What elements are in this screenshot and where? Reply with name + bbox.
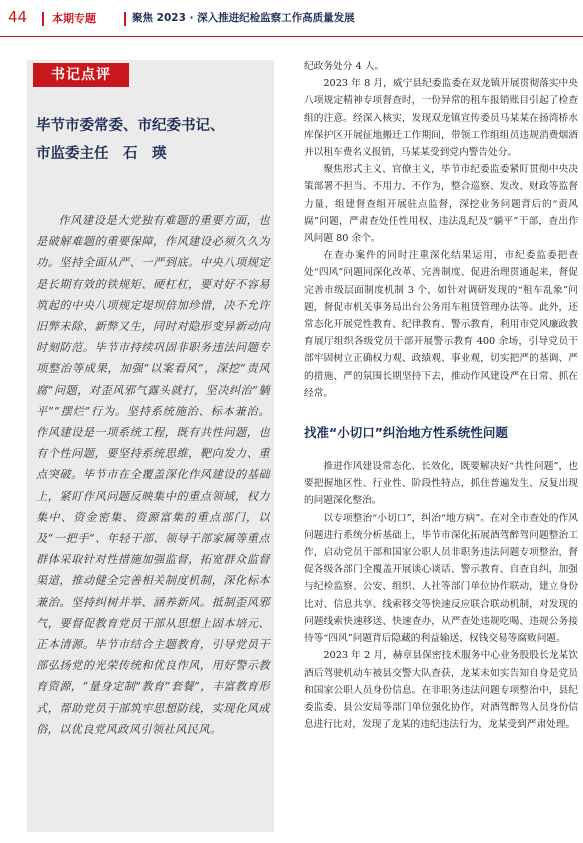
section-heading: 找准“小切口”纠治地方性系统性问题 [304, 425, 508, 441]
header-divider [42, 12, 44, 26]
article-paragraph: 聚焦形式主义、官僚主义，毕节市纪委监委紧盯贯彻中央决策部署不担当、不用力、不作为，整合巡察、发改、财政等监督力量，组建督查组开展驻点监督，深挖业务问题背后的“责风腐”问题，严肃查处任性用权、违法乱纪及“躺平”干部，查出作风问题 80 余个。 [304, 164, 578, 245]
header-divider [124, 12, 126, 26]
commentary-label: 书记点评 [33, 63, 129, 87]
article-paragraph: 以专项整治“小切口”，纠治“地方病”。在对全市查处的作风问题进行系统分析基础上，毕节市深化拓展酒驾醉驾问题整治工作，启动党员干部和国家公职人员非职务违法问题专项整治，督促各级各部门全覆盖开展谈心谈话、警示教育、自查自纠，加强与纪检监察、公安、组织、人社等部门单位协作联动，建立身份比对、信息共享、线索移交等快速反应联合联动机制，对发现的问题线索快速移送、快速查办，从严查处违规吃喝、违规公务接待等“四风”问题背后隐藏的利益输送、权钱交易等腐败问题。 [304, 512, 578, 645]
header-rule [0, 36, 583, 37]
article-paragraph: 在查办案件的同时注重深化结果运用，市纪委监委把查处“四风”问题同深化改革、完善制度、促进治理贯通起来，督促完善市级层面制度机制 3 个，如针对调研发现的“租车乱象”问题，督促市机关事务局出台公务用车租赁管理办法等。此外，还常态化开展党性教育、纪律教育、警示教育，利用市党风廉政教育展厅组织各级党员干部开展警示教育 400 余场，引导党员干部牢固树立正确权力观、政绩观、事业观，切实把严的基调、严的措施、严的氛围长期坚持下去，推动作风建设严在日常、抓在经常。 [304, 250, 578, 399]
running-title: 聚焦 2023 · 深入推进纪检监察工作高质量发展 [132, 12, 355, 24]
article-paragraph: 2023 年 8 月，威宁县纪委监委在双龙镇开展贯彻落实中央八项规定精神专项督查时，一份异常的租车报销账目引起了检查组的注意。经深入核实，发现双龙镇宣传委员马某某在扬湾桥水库保护区开展征地搬迁工作期间，带领工作组组员违规消费烟酒并以租车费名义报销，马某某受到党内警告处分。 [304, 78, 578, 159]
commentary-paragraph: 作风建设是大党独有难题的重要方面，也是破解难题的重要保障，作风建设必须久久为功。坚持全面从严、一严到底。中央八项规定是长期有效的铁规矩、硬杠杠，要对好不容易筑起的中央八项规定堤坝倍加珍惜，决不允许旧弊未除、新弊又生，同时对隐形变异新动向时刻防范。毕节市持续巩固非职务违法问题专项整治等成果，加强“以案看风”，深挖“责风腐”问题，对歪风邪气露头就打，坚决纠治“躺平”“摆烂”行为。坚持系统施治、标本兼治。作风建设是一项系统工程，既有共性问题，也有个性问题，要坚持系统思维，靶向发力、重点突破。毕节市在全覆盖深化作风建设的基础上，紧盯作风问题反映集中的重点领域，权力集中、资金密集、资源富集的重点部门，以及“一把手”、年轻干部、领导干部家属等重点群体采取针对性措施加强监督，拓宽群众监督渠道，推动健全完善相关制度机制，深化标本兼治。坚持纠树并举、涵养新风。抵制歪风邪气，要督促教育党员干部从思想上固本培元、正本清源。毕节市结合主题教育，引导党员干部弘扬党的光荣传统和优良作风，用好警示教育资源，“量身定制”教育“套餐”，丰富教育形式，帮助党员干部筑牢思想防线，实现化风成俗，以优良党风政风引领社风民风。 [36, 214, 270, 736]
page-header [0, 0, 583, 36]
commentary-body [36, 210, 270, 740]
article-paragraph: 推进作风建设常态化、长效化，既要解决好“共性问题”，也要把握地区性、行业性、阶段性特点，抓住普遍发生、反复出现的问题深化整治。 [304, 461, 578, 507]
article-paragraph: 纪政务处分 4 人。 [304, 61, 385, 72]
article-column [304, 58, 578, 733]
page-number: 44 [8, 8, 28, 26]
commentary-author [36, 112, 268, 168]
author-title-line: 毕节市委常委、市纪委书记、 [36, 118, 225, 134]
section-tag: 本期专题 [52, 12, 96, 25]
author-name-line: 市监委主任 石 瑛 [36, 146, 167, 162]
article-paragraph: 2023 年 2 月，赫章县保密技术服务中心业务股股长龙某饮酒后驾驶机动车被县交警大队查获，龙某未如实告知自身是党员和国家公职人员身份信息。在非职务违法问题专项整治中，县纪委监委、县公安局等部门单位强化协作，对酒驾醉驾人员身份信息进行比对，发现了龙某的违纪违法行为，龙某受到严肃处理。 [304, 650, 578, 731]
